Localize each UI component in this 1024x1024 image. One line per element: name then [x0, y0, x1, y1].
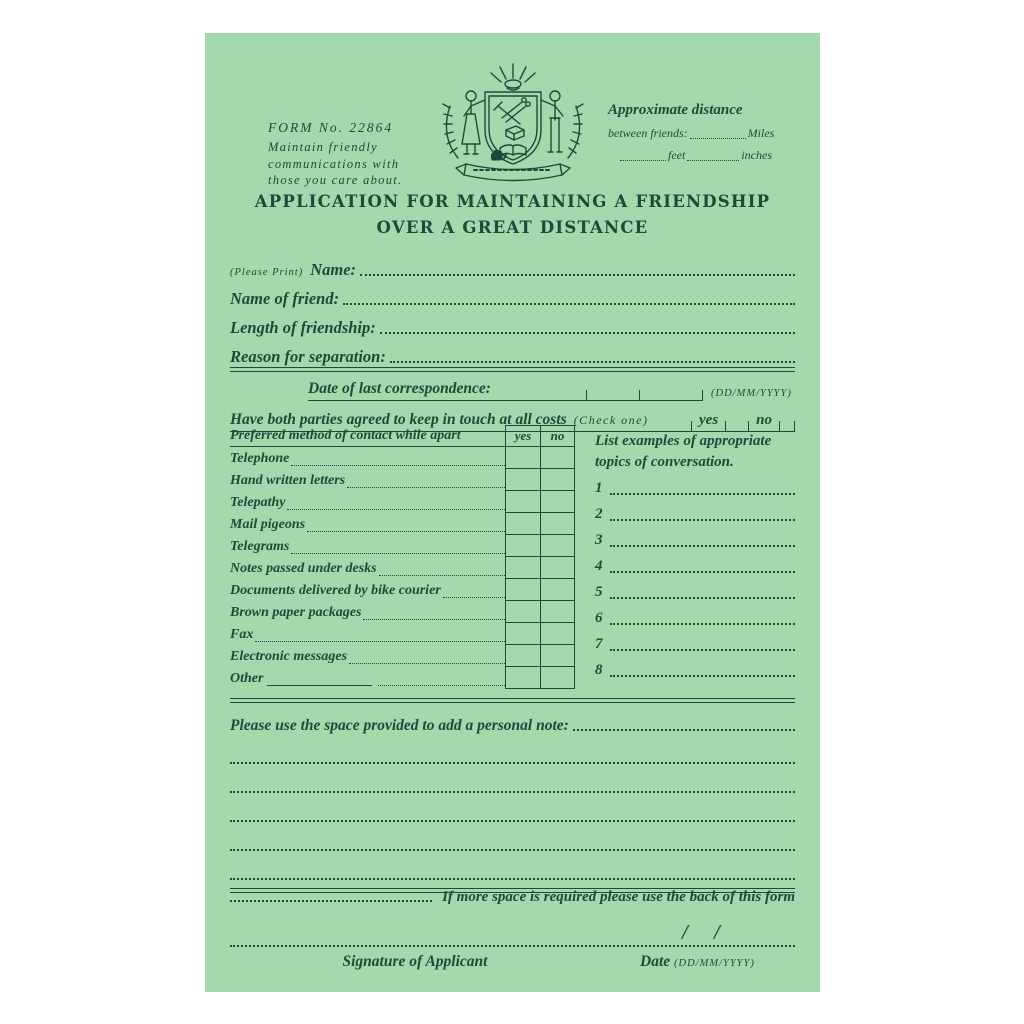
table-row-packages: [230, 601, 575, 623]
please-print-note: (Please Print): [230, 267, 304, 278]
table-header-label: Preferred method of contact while apart: [230, 428, 505, 447]
signature-label: Signature of Applicant: [342, 953, 488, 970]
topic-number: 3: [595, 532, 603, 548]
note-field-line[interactable]: [573, 729, 795, 731]
row-label: Other: [230, 671, 264, 686]
personal-note-section: [230, 709, 795, 906]
distance-block: [608, 102, 800, 163]
note-label-row: [230, 709, 795, 735]
topic-row-5: [595, 577, 795, 603]
no-checkbox-cell[interactable]: [540, 579, 575, 601]
yes-checkbox-cell[interactable]: [505, 579, 540, 601]
form-title-line2: OVER A GREAT DISTANCE: [376, 218, 649, 237]
row-leader: [291, 465, 505, 466]
friend-name-label: Name of friend:: [230, 289, 340, 308]
table-row-courier: [230, 579, 575, 601]
row-label: Telepathy: [230, 495, 286, 510]
date-format-note: (DD/MM/YYYY): [674, 958, 755, 969]
signature-field-line[interactable]: [230, 901, 795, 947]
inches-field-line[interactable]: [687, 160, 739, 161]
yes-checkbox-cell[interactable]: [505, 623, 540, 645]
topic-number: 8: [595, 662, 603, 678]
topic-number: 1: [595, 480, 603, 496]
table-header-row: [230, 425, 575, 447]
row-leader: [291, 553, 505, 554]
no-checkbox-cell[interactable]: [540, 491, 575, 513]
divider-rule: [230, 888, 795, 893]
row-label: Electronic messages: [230, 649, 348, 664]
date-tick: [586, 390, 587, 400]
form-info: [268, 120, 402, 189]
miles-field-line[interactable]: [690, 138, 746, 139]
no-checkbox-cell[interactable]: [540, 645, 575, 667]
yes-checkbox-cell[interactable]: [505, 667, 540, 689]
no-checkbox-cell[interactable]: [540, 667, 575, 689]
form-header: [230, 60, 795, 192]
correspondence-label: Date of last correspondence:: [308, 380, 491, 397]
yes-column-header: yes: [505, 425, 540, 447]
table-row-other: [230, 667, 575, 689]
topic-row-2: [595, 499, 795, 525]
topic-number: 2: [595, 506, 603, 522]
agreement-yes-label: yes: [699, 412, 719, 428]
row-label: Telegrams: [230, 539, 290, 554]
row-leader: [379, 575, 505, 576]
no-checkbox-cell[interactable]: [540, 469, 575, 491]
more-space-note: If more space is required please use the back of this form: [442, 889, 795, 905]
yes-checkbox-cell[interactable]: [505, 535, 540, 557]
distance-feet-row: [608, 148, 800, 163]
name-field-line[interactable]: [360, 274, 795, 276]
row-label: Documents delivered by bike courier: [230, 583, 441, 598]
form-title: [230, 189, 795, 241]
note-field-line[interactable]: [230, 764, 795, 793]
check-one-note: (Check one): [573, 413, 649, 427]
topic-number: 5: [595, 584, 603, 600]
applicant-fields: [230, 251, 795, 367]
date-tick: [639, 390, 640, 400]
friend-name-field-line[interactable]: [343, 303, 795, 305]
topic-row-6: [595, 603, 795, 629]
row-leader: [443, 597, 505, 598]
form-title-line1: APPLICATION FOR MAINTAINING A FRIENDSHIP: [254, 192, 771, 211]
topic-number: 4: [595, 558, 603, 574]
friendship-length-field-row: [230, 309, 795, 338]
row-leader: [347, 487, 505, 488]
form-number: FORM No. 22864: [268, 120, 394, 135]
form-tagline-line2: communications with: [268, 156, 400, 171]
row-label: Brown paper packages: [230, 605, 362, 620]
row-leader: [363, 619, 505, 620]
other-field-line[interactable]: [267, 684, 372, 686]
table-row-pigeons: [230, 513, 575, 535]
table-row-fax: [230, 623, 575, 645]
agreement-no-label: no: [756, 412, 772, 428]
yes-checkbox-cell[interactable]: [505, 469, 540, 491]
row-leader: [349, 663, 505, 664]
row-label: Telephone: [230, 451, 290, 466]
row-label: Mail pigeons: [230, 517, 306, 532]
date-label: [640, 953, 755, 971]
friendship-length-label: Length of friendship:: [230, 318, 376, 337]
signature-section: [230, 901, 795, 977]
row-label: Hand written letters: [230, 473, 346, 488]
row-label: Fax: [230, 627, 254, 642]
topics-list: [595, 431, 795, 681]
note-field-line[interactable]: [230, 793, 795, 822]
no-checkbox-cell[interactable]: [540, 447, 575, 469]
yes-checkbox-cell[interactable]: [505, 645, 540, 667]
topic-field-line[interactable]: [610, 649, 796, 651]
form-tagline-line1: Maintain friendly: [268, 140, 378, 154]
no-checkbox-cell[interactable]: [540, 623, 575, 645]
signature-labels: [230, 947, 795, 977]
table-row-notes: [230, 557, 575, 579]
topic-number: 7: [595, 636, 603, 652]
form-tagline-line3: those you care about.: [268, 173, 403, 187]
feet-field-line[interactable]: [620, 160, 666, 161]
divider-rule: [230, 698, 795, 703]
no-checkbox-cell[interactable]: [540, 535, 575, 557]
date-slash: /: [682, 920, 688, 944]
topic-field-line[interactable]: [610, 571, 796, 573]
note-field-line[interactable]: [230, 851, 795, 880]
topic-row-1: [595, 473, 795, 499]
friendship-crest-icon: [428, 56, 598, 189]
form-paper: [205, 33, 820, 992]
row-leader: [255, 641, 505, 642]
feet-unit: feet: [668, 148, 686, 162]
friend-name-field-row: [230, 280, 795, 309]
topic-field-line[interactable]: [610, 493, 796, 495]
yes-checkbox-cell[interactable]: [505, 601, 540, 623]
separation-reason-field-row: [230, 338, 795, 367]
form-content: [230, 33, 795, 992]
yes-checkbox-cell[interactable]: [505, 447, 540, 469]
correspondence-date-line[interactable]: [308, 380, 703, 401]
topic-field-line[interactable]: [610, 623, 796, 625]
note-field-line[interactable]: [230, 735, 795, 764]
table-row-telephone: [230, 447, 575, 469]
no-column-header: no: [540, 425, 575, 447]
correspondence-row: [230, 375, 795, 401]
note-label: Please use the space provided to add a personal note:: [230, 717, 569, 734]
contact-section: [230, 425, 795, 693]
topic-row-4: [595, 551, 795, 577]
topic-field-line[interactable]: [610, 545, 796, 547]
topic-field-line[interactable]: [610, 519, 796, 521]
table-row-electronic: [230, 645, 575, 667]
date-word: Date: [640, 953, 671, 970]
name-field-row: [230, 251, 795, 280]
row-leader: [307, 531, 505, 532]
contact-method-table: [230, 425, 575, 689]
note-field-line[interactable]: [230, 822, 795, 851]
topic-row-8: [595, 655, 795, 681]
row-leader: [287, 509, 505, 510]
friendship-length-field-line[interactable]: [380, 332, 795, 334]
table-row-telepathy: [230, 491, 575, 513]
separation-reason-field-line[interactable]: [390, 361, 795, 363]
topic-row-7: [595, 629, 795, 655]
separation-reason-label: Reason for separation:: [230, 347, 386, 366]
row-label: Notes passed under desks: [230, 561, 377, 576]
topics-title-line2: topics of conversation.: [595, 454, 734, 470]
yes-checkbox-cell[interactable]: [505, 513, 540, 535]
divider-rule: [230, 367, 795, 372]
topics-title-line1: List examples of appropriate: [595, 433, 772, 449]
date-tick: [702, 390, 703, 400]
row-leader: [378, 685, 505, 686]
topic-field-line[interactable]: [610, 675, 796, 677]
yes-checkbox-cell[interactable]: [505, 557, 540, 579]
agreement-label: Have both parties agreed to keep in touch at all costs: [230, 411, 567, 428]
table-row-telegrams: [230, 535, 575, 557]
no-checkbox-cell[interactable]: [540, 513, 575, 535]
distance-title: Approximate distance: [608, 102, 743, 118]
date-format-note: (DD/MM/YYYY): [711, 388, 792, 399]
name-label: Name:: [310, 260, 357, 279]
table-row-letters: [230, 469, 575, 491]
distance-miles-row: [608, 126, 800, 141]
yes-checkbox-cell[interactable]: [505, 491, 540, 513]
topic-number: 6: [595, 610, 603, 626]
distance-miles-label: between friends:: [608, 126, 688, 140]
topic-field-line[interactable]: [610, 597, 796, 599]
no-checkbox-cell[interactable]: [540, 557, 575, 579]
no-checkbox-cell[interactable]: [540, 601, 575, 623]
date-slash: /: [714, 920, 720, 944]
miles-unit: Miles: [747, 126, 775, 140]
topic-row-3: [595, 525, 795, 551]
inches-unit: inches: [741, 148, 772, 162]
